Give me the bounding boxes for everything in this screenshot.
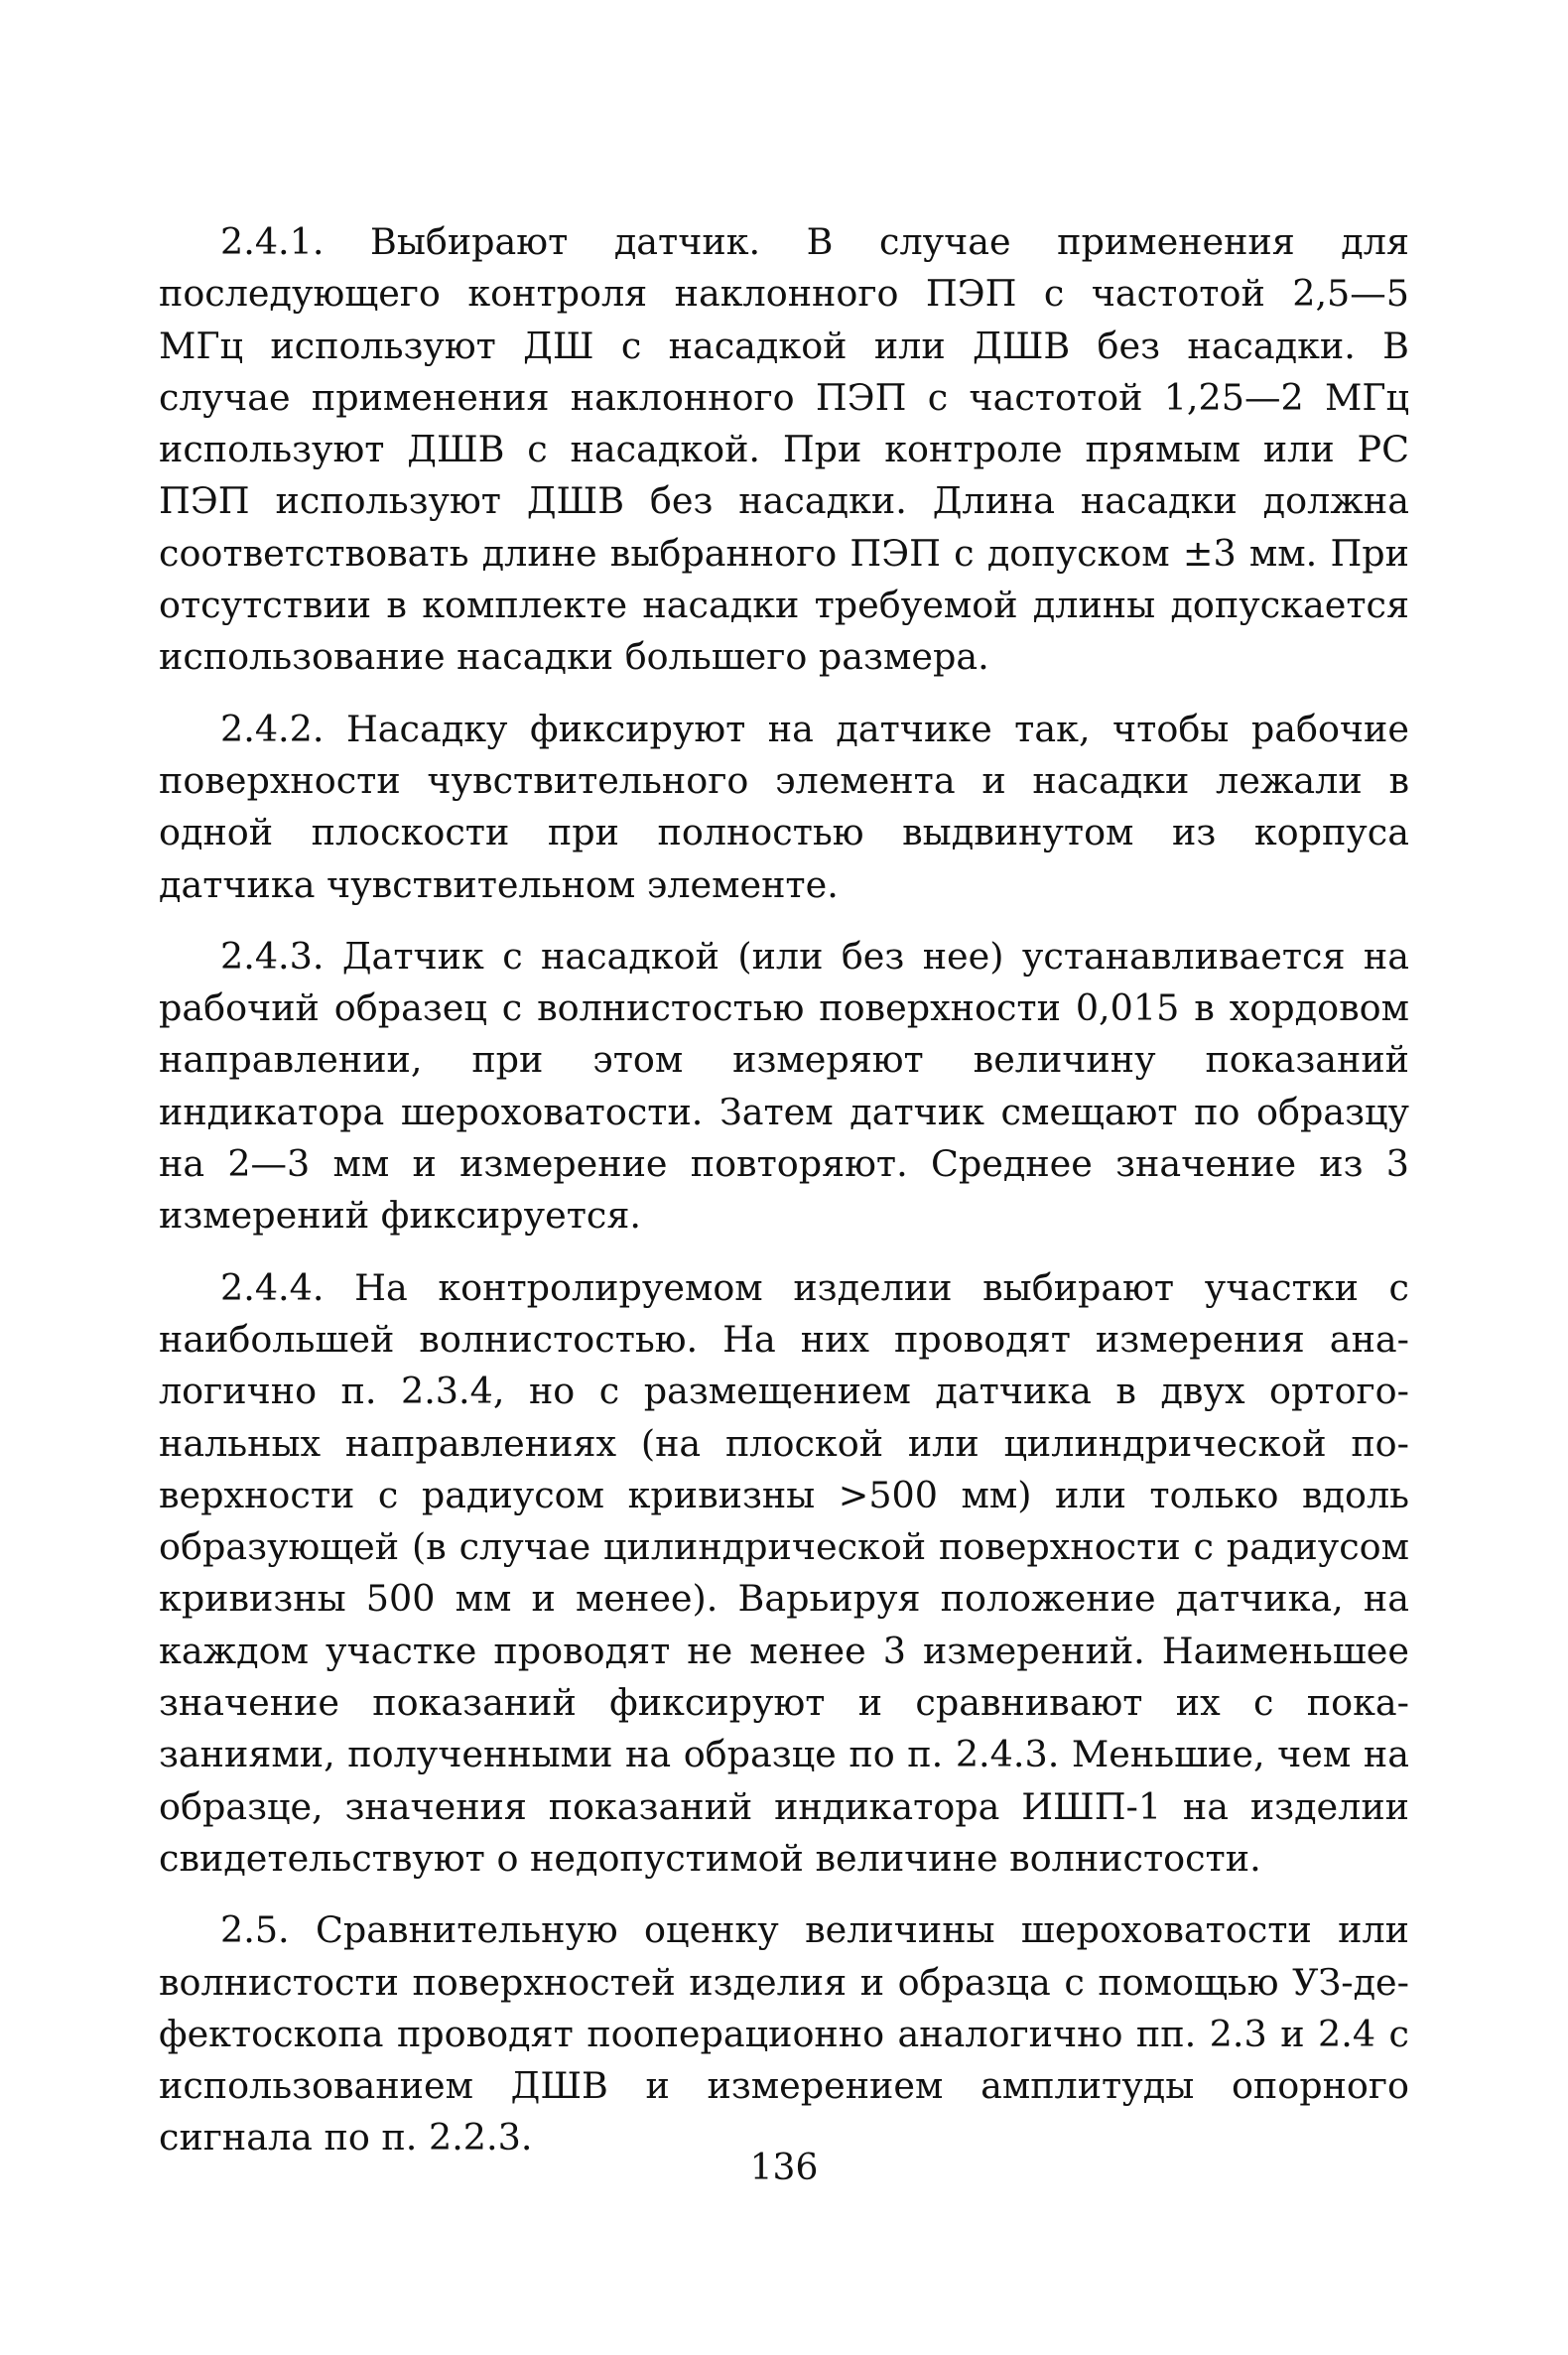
- paragraph-2-4-3: 2.4.3. Датчик с насадкой (или без нее) устанавливается на рабочий образец с волнистостью поверхности 0,015 в хордовом направлении, при этом измеряют величину показаний индикатора шероховатости. Затем датчик смещают по образцу на 2—3 мм и измерение повторяют. Среднее значение из 3 измерений фиксируется.: [159, 934, 1409, 1238]
- paragraph-2-4-1: 2.4.1. Выбирают датчик. В случае применения для последующего контроля наклонного ПЭП с частотой 2,5—5 МГц используют ДШ с насадкой или ДШВ без насадки. В случае применения наклонного ПЭП с частотой 1,25—2 МГц используют ДШВ с насадкой. При контроле прямым или РС ПЭП используют ДШВ без насадки. Длина насадки должна соответствовать длине выбранного ПЭП с допуском ±3 мм. При отсутствии в комплекте насадки требуемой длины допускается использование насадки большего размера.: [159, 220, 1409, 679]
- document-body: [159, 216, 1409, 2184]
- paragraph-2-5: 2.5. Сравнительную оценку величины шероховатости или волнистости поверхностей изделия и образца с помощью УЗ-дефектоскопа проводят пооперационно аналогично пп. 2.3 и 2.4 с использованием ДШВ и измерением амплитуды опорного сигнала по п. 2.2.3.: [159, 1908, 1409, 2159]
- paragraph-2-4-4: 2.4.4. На контролируемом изделии выбирают участки с наибольшей волнистостью. На них проводят измерения аналогично п. 2.3.4, но с размещением датчика в двух ортогональных направлениях (на плоской или цилиндрической поверхности с радиусом кривизны >500 мм) или только вдоль образующей (в случае цилиндрической поверхности с радиусом кривизны 500 мм и менее). Варьируя положение датчика, на каждом участке проводят не менее 3 измерений. Наименьшее значение показаний фиксируют и сравнивают их с показаниями, полученными на образце по п. 2.4.3. Меньшие, чем на образце, значения показаний индикатора ИШП-1 на изделии свидетельствуют о недопустимой величине волнистости.: [159, 1265, 1409, 1880]
- page-number: 136: [749, 2148, 819, 2188]
- paragraph-2-4-2: 2.4.2. Насадку фиксируют на датчике так, чтобы рабочие поверхности чувствительного элемента и насадки лежали в одной плоскости при полностью выдвинутом из корпуса датчика чувствительном элементе.: [159, 707, 1409, 906]
